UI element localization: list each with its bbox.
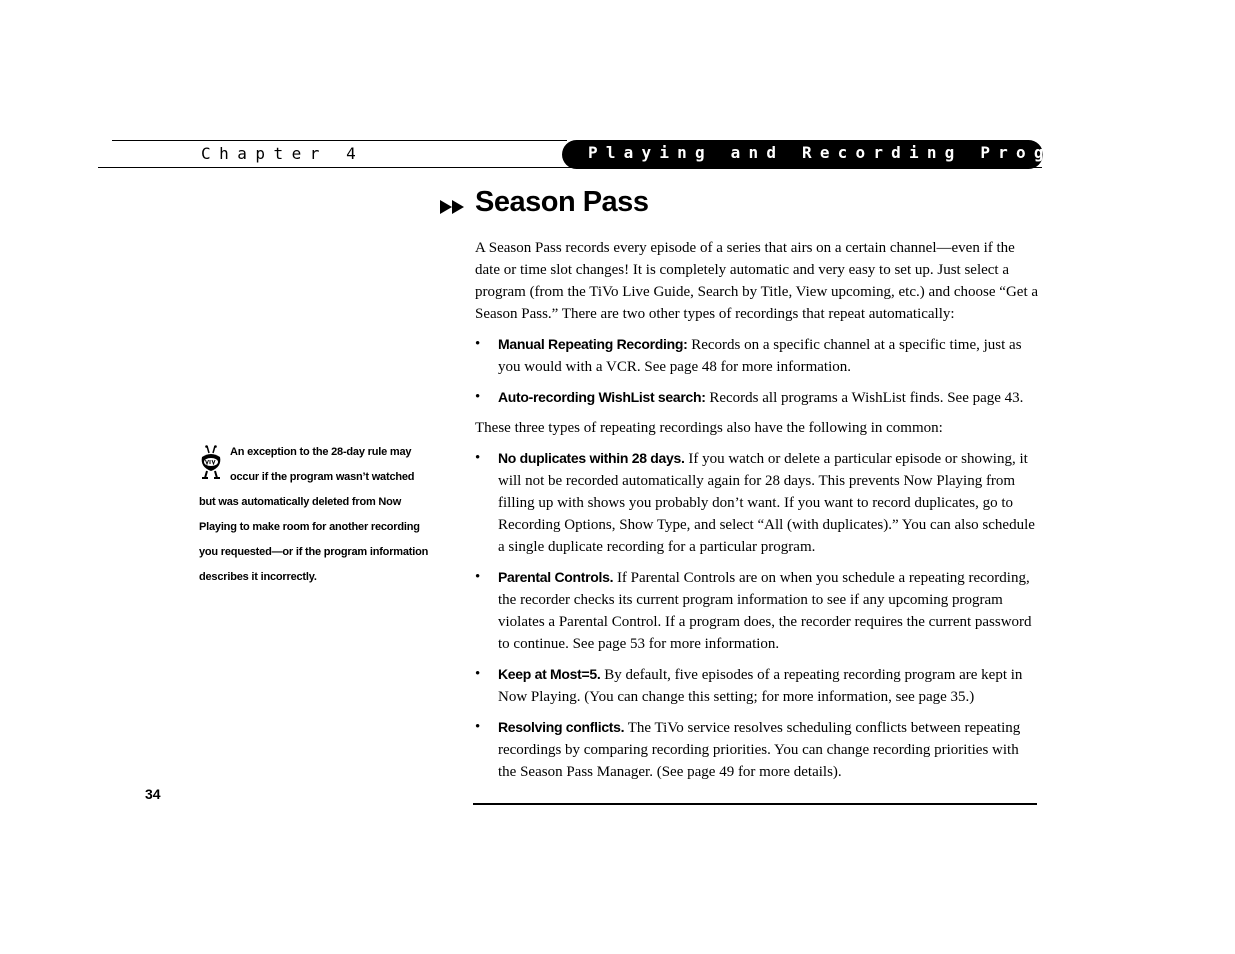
bullet: • xyxy=(475,569,481,585)
list-item xyxy=(475,333,1039,378)
main-content xyxy=(475,237,1039,791)
section-banner-label: Playing and Recording Programs xyxy=(588,143,1123,162)
list-item-text: By default, five episodes of a repeating recording program are kept in Now Playing. (You can change this setting; for more information, see page 35.) xyxy=(498,667,1023,705)
list-item xyxy=(475,716,1039,783)
list-item-text: Records on a specific channel at a specific time, just as you would with a VCR. See page 48 for more information. xyxy=(498,337,1022,375)
chapter-label: Chapter 4 xyxy=(201,144,365,163)
sidebar-note xyxy=(199,440,431,590)
list-item-text: If you watch or delete a particular episode or showing, it will not be recorded automatically again for 28 days. This prevents Now Playing from filling up with shows you probably don’t want. If you want to record duplicates, go to Recording Options, Show Type, and select “All (with duplicates).” You can also schedule a single duplicate recording for a particular program. xyxy=(498,451,1035,555)
list-item-text: Records all programs a WishList finds. See page 43. xyxy=(705,390,1024,406)
list-item-term: Resolving conflicts. xyxy=(498,719,625,735)
intro-paragraph: A Season Pass records every episode of a series that airs on a certain channel—even if the date or time slot changes! It is completely automatic and very easy to set up. Just select a program (from the TiVo Live Guide, Search by Title, View upcoming, etc.) and choose “Get a Season Pass.” There are two other types of recordings that repeat automatically: xyxy=(475,240,1039,322)
list-item-term: No duplicates within 28 days. xyxy=(498,450,685,466)
list-item xyxy=(475,663,1039,708)
header-rule-top xyxy=(112,140,567,141)
list-item xyxy=(475,386,1039,409)
bullet: • xyxy=(475,719,481,735)
page-title: Season Pass xyxy=(475,186,649,218)
bullet: • xyxy=(475,389,481,405)
sidebar-note-text: An exception to the 28-day rule may occur if the program wasn’t watched but was automatically deleted from Now Playing to make room for another recording you requested—or if the program information describes it incorrectly. xyxy=(199,446,429,583)
list-item-term: Manual Repeating Recording: xyxy=(498,336,688,352)
list-item-term: Auto-recording WishList search: xyxy=(498,389,706,405)
page-number: 34 xyxy=(145,786,161,802)
recording-types-list xyxy=(475,333,1039,409)
list-item-text: The TiVo service resolves scheduling conflicts between repeating recordings by comparing recording priorities. You can change recording priorities with the Season Pass Manager. (See page 49 for more details). xyxy=(498,720,1021,780)
fast-forward-icon xyxy=(440,199,466,215)
common-intro-paragraph: These three types of repeating recordings also have the following in common: xyxy=(475,420,943,436)
list-item-term: Parental Controls. xyxy=(498,569,614,585)
list-item-text: If Parental Controls are on when you schedule a repeating recording, the recorder checks its current program information to see if any upcoming program violates a Parental Control. If a program does, the recorder requires the current password to continue. See page 53 for more information. xyxy=(498,570,1032,652)
bullet: • xyxy=(475,450,481,466)
list-item xyxy=(475,447,1039,558)
footer-rule xyxy=(473,803,1037,805)
bullet: • xyxy=(475,336,481,352)
tivo-mascot-icon xyxy=(199,445,223,481)
bullet: • xyxy=(475,666,481,682)
list-item-term: Keep at Most=5. xyxy=(498,666,601,682)
list-item xyxy=(475,566,1039,655)
common-features-list xyxy=(475,447,1039,783)
